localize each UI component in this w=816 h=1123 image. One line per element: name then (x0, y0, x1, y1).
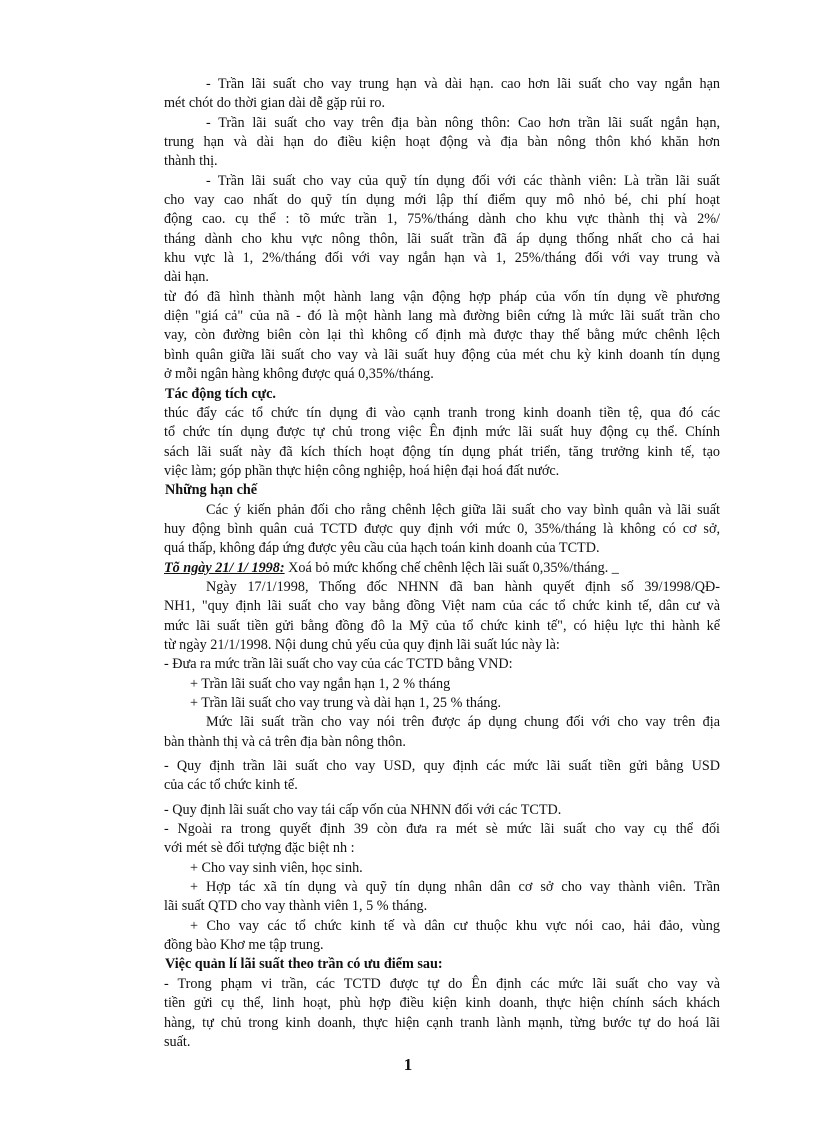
paragraph-line: bình quân giữa lãi suất cho vay và lãi suất huy động của mét chu kỳ kinh doanh tín dụng (164, 346, 720, 363)
list-item: - Quy định trần lãi suất cho vay USD, quy định các mức lãi suất tiền gửi bằng USD (164, 758, 720, 775)
section-heading: Tác động tích cực. (165, 385, 276, 402)
bullet-line: động cao. cụ thể : tõ mức trần 1, 75%/tháng dành cho khu vực thành thị và 2%/ (164, 211, 720, 228)
paragraph-line: hàng, tự chủ trong kinh doanh, thực hiện cạnh tranh lành mạnh, từng bước tự do hoá lãi (164, 1014, 720, 1031)
bullet-line: mét chót do thời gian dài dễ gặp rủi ro. (164, 95, 386, 112)
paragraph-line: mức lãi suất tiền gửi bằng đồng đô la Mỹ của tổ chức kinh tế", có hiệu lực thi hành kể (164, 617, 720, 634)
bullet-line: trung hạn và dài hạn do điều kiện hoạt động và địa bàn nông thôn khó khăn hơn (164, 134, 720, 151)
paragraph-line: diện "giá cả" của nã - đó là một hành lang mà đường biên cứng là mức lãi suất trần cho (164, 308, 720, 325)
bullet-line: - Trần lãi suất cho vay trên địa bàn nông thôn: Cao hơn trần lãi suất ngắn hạn, (206, 114, 720, 131)
list-item: - Đưa ra mức trần lãi suất cho vay của các TCTD bằng VND: (164, 656, 513, 673)
sub-list-item: + Trần lãi suất cho vay trung và dài hạn 1, 25 % tháng. (190, 695, 502, 711)
bullet-line: - Trần lãi suất cho vay của quỹ tín dụng đối với các thành viên: Là trần lãi suất (206, 172, 720, 189)
list-item: - Ngoài ra trong quyết định 39 còn đưa ra mét sè mức lãi suất cho vay cụ thể đối (164, 821, 720, 838)
date-section-text: Xoá bỏ mức khống chế chênh lệch lãi suất 0,35%/tháng. _ (284, 559, 619, 576)
paragraph-line: huy động bình quân cuả TCTD được quy định với mức 0, 35%/tháng là không có cơ sở, (164, 520, 720, 537)
paragraph-line: bàn thành thị và cả trên địa bàn nông thôn. (164, 733, 406, 750)
paragraph-line: từ đó đã hình thành một hành lang vận động hợp pháp của vốn tín dụng về phương (164, 288, 720, 305)
dated-section-line (164, 559, 720, 578)
bullet-line: khu vực là 1, 2%/tháng đối với vay ngắn hạn và 1, 25%/tháng đối với vay trung và (164, 250, 720, 267)
paragraph-line: tiền gửi cụ thể, linh hoạt, phù hợp điều kiện kinh doanh, thực hiện chính sách khách (164, 995, 720, 1012)
bullet-line: cho vay cao nhất do quỹ tín dụng mới lập thí điểm quy mô nhỏ bé, chi phí hoạt (164, 192, 720, 209)
sub-list-item: + Cho vay các tổ chức kinh tế và dân cư thuộc khu vực nói cao, hải đảo, vùng (190, 917, 720, 934)
section-heading: Những hạn chế (165, 482, 258, 499)
paragraph-line: từ ngày 21/1/1998. Nội dung chủ yếu của quy định lãi suất lúc này là: (164, 636, 560, 653)
sub-list-item: + Trần lãi suất cho vay ngắn hạn 1, 2 % tháng (190, 675, 451, 692)
bullet-line: thành thị. (164, 153, 218, 170)
paragraph-line: NH1, "quy định lãi suất cho vay bằng đồng Việt nam của các tổ chức kinh tế, dân cư và (164, 598, 720, 615)
paragraph-line: tổ chức tín dụng được tự chủ trong việc Ên định mức lãi suất huy động cụ thể. Chính (164, 424, 720, 441)
sub-list-item: lãi suất QTD cho vay thành viên 1, 5 % tháng. (164, 898, 428, 915)
list-item: - Quy định lãi suất cho vay tái cấp vốn của NHNN đối với các TCTD. (164, 801, 562, 818)
sub-list-item: đồng bào Khơ me tập trung. (164, 937, 324, 954)
paragraph-line: thúc đẩy các tổ chức tín dụng đi vào cạnh tranh trong kinh doanh tiền tệ, qua đó các (164, 404, 720, 421)
paragraph-line: việc làm; góp phần thực hiện công nghiệp, hoá hiện đại hoá đất nước. (164, 462, 560, 479)
paragraph-line: suất. (164, 1033, 191, 1050)
paragraph-line: vay, còn đường biên còn lại thì không cố định mà được thay thế bằng mức chênh lệch (164, 327, 720, 344)
bullet-line: tháng dành cho khu vực nông thôn, lãi suất trần đã áp dụng thống nhất cho cả hai (164, 230, 720, 247)
paragraph-line: Mức lãi suất trần cho vay nói trên được áp dụng chung đối với cho vay trên địa (206, 714, 720, 731)
section-heading: Việc quản lí lãi suất theo trần có ưu điểm sau: (165, 956, 443, 973)
list-item: với mét sè đối tượng đặc biệt nh : (164, 840, 355, 857)
paragraph-line: quá thấp, không đáp ứng được yêu cầu của hạch toán kinh doanh của TCTD. (164, 540, 600, 557)
bullet-line: - Trần lãi suất cho vay trung hạn và dài hạn. cao hơn lãi suất cho vay ngắn hạn (206, 76, 720, 92)
sub-list-item: + Cho vay sinh viên, học sinh. (190, 859, 363, 876)
paragraph-line: Ngày 17/1/1998, Thống đốc NHNN đã ban hành quyết định số 39/1998/QĐ- (206, 578, 720, 595)
page-content (164, 75, 720, 1052)
paragraph-line: ở mỗi ngân hàng không được quá 0,35%/tháng. (164, 366, 434, 383)
sub-list-item: + Hợp tác xã tín dụng và quỹ tín dụng nhân dân cơ sở cho vay thành viên. Trần (190, 879, 720, 896)
bullet-line: dài hạn. (164, 269, 209, 286)
date-label: Tõ ngày 21/ 1/ 1998: (164, 559, 285, 576)
list-item: của các tổ chức kinh tế. (164, 777, 298, 794)
paragraph-line: - Trong phạm vi trần, các TCTD được tự do Ên định các mức lãi suất cho vay và (164, 975, 720, 992)
paragraph-line: sách lãi suất này đã kích thích hoạt động tín dụng phát triển, tăng trưởng kinh tế, tạo (164, 443, 720, 460)
page-number: 1 (403, 1055, 413, 1074)
paragraph-line: Các ý kiến phản đối cho rằng chênh lệch giữa lãi suất cho vay bình quân và lãi suất (206, 501, 720, 518)
